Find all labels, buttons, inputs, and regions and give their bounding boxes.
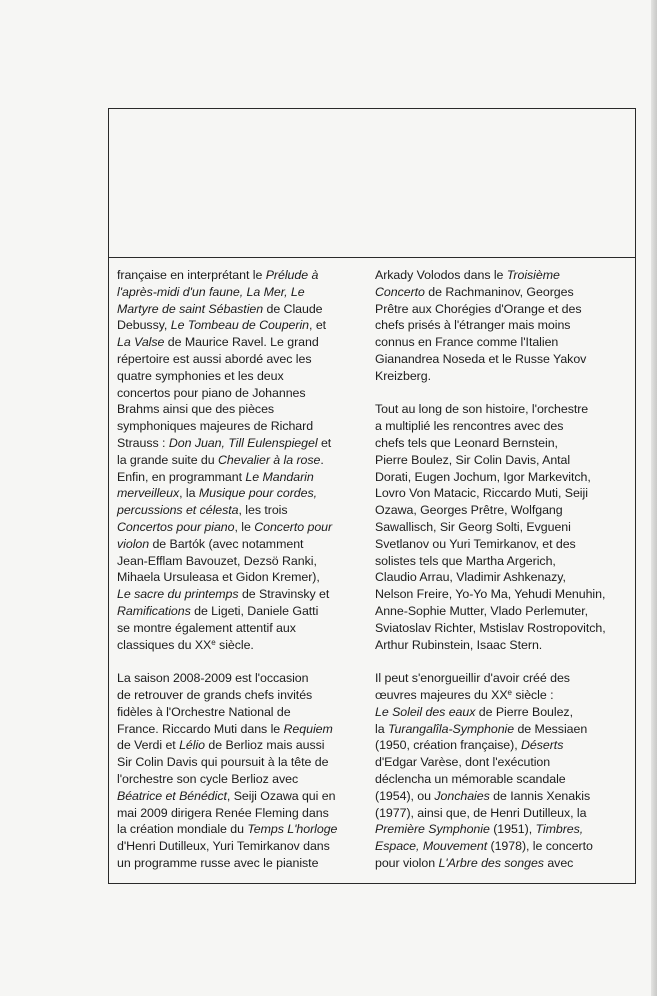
text-line — [117, 452, 361, 469]
text-run: de Iannis Xenakis — [489, 788, 591, 803]
text-run: de Pierre Boulez, — [475, 704, 573, 719]
text-line — [117, 704, 361, 721]
text-run: de Rachmaninov, Georges — [424, 284, 574, 299]
text-line — [117, 670, 361, 687]
text-line — [117, 519, 361, 536]
text-line — [375, 620, 629, 637]
italic-run: Le Mandarin — [245, 469, 314, 484]
text-run: l'orchestre son cycle Berlioz avec — [117, 771, 299, 786]
text-run: Sviatoslav Richter, Mstislav Rostropovitch, — [375, 620, 606, 635]
text-run: répertoire est aussi abordé avec les — [117, 351, 312, 366]
right-text-column — [375, 267, 629, 872]
text-line — [375, 721, 629, 738]
italic-run: Lélio — [179, 738, 206, 753]
text-line — [117, 855, 361, 872]
text-run: classiques du XX — [117, 637, 212, 652]
text-line — [375, 284, 629, 301]
text-run: de retrouver de grands chefs invités — [117, 687, 313, 702]
text-run: de Berlioz mais aussi — [205, 738, 325, 753]
text-run: de Bartók (avec notamment — [149, 536, 304, 551]
text-run: pour violon — [375, 855, 439, 870]
empty-header-box — [109, 109, 635, 258]
text-run: La saison 2008-2009 est l'occasion — [117, 671, 309, 686]
italic-run: Concerto pour — [254, 519, 333, 534]
text-line — [375, 301, 629, 318]
text-line — [117, 603, 361, 620]
text-line — [117, 805, 361, 822]
text-line — [375, 704, 629, 721]
text-line — [117, 317, 361, 334]
page-edge-shadow — [651, 0, 657, 996]
text-line — [117, 586, 361, 603]
text-run: la grande suite du — [117, 452, 219, 467]
text-run: siècle : — [511, 687, 554, 702]
italic-run: Le Soleil des eaux — [375, 704, 476, 719]
text-line — [117, 301, 361, 318]
text-frame — [108, 108, 636, 884]
italic-run: La Valse — [117, 335, 165, 350]
italic-run: l'après-midi d'un faune, La Mer, Le — [117, 284, 305, 299]
text-run: siècle. — [215, 637, 254, 652]
text-run: symphoniques majeures de Richard — [117, 419, 314, 434]
italic-run: Déserts — [521, 738, 564, 753]
text-line — [117, 754, 361, 771]
text-run: Strauss : — [117, 435, 169, 450]
text-line — [117, 469, 361, 486]
text-line — [117, 401, 361, 418]
italic-run: percussions et célesta — [117, 503, 239, 518]
text-line — [375, 670, 629, 687]
paragraph — [375, 401, 629, 653]
text-run: , la — [179, 486, 199, 501]
text-line — [117, 267, 361, 284]
text-line — [375, 788, 629, 805]
text-line — [117, 284, 361, 301]
text-run: Claudio Arrau, Vladimir Ashkenazy, — [375, 570, 566, 585]
text-run: concertos pour piano de Johannes — [117, 385, 306, 400]
text-run: Kreizberg. — [375, 368, 431, 383]
text-line — [375, 637, 629, 654]
text-run: Prêtre aux Chorégies d'Orange et des — [375, 301, 582, 316]
text-line — [375, 771, 629, 788]
text-line — [375, 737, 629, 754]
text-line — [117, 788, 361, 805]
italic-run: Turangalîla-Symphonie — [387, 721, 515, 736]
italic-run: Béatrice et Bénédict — [117, 788, 227, 803]
text-run: (1978), le concerto — [487, 839, 593, 854]
text-line — [117, 838, 361, 855]
italic-run: Ramifications — [117, 603, 191, 618]
text-run: Svetlanov ou Yuri Temirkanov, et des — [375, 536, 576, 551]
text-run: Sawallisch, Sir Georg Solti, Evgueni — [375, 519, 571, 534]
text-line — [117, 821, 361, 838]
text-run: chefs prisés à l'étranger mais moins — [375, 318, 571, 333]
superscript: e — [211, 637, 216, 647]
text-run: , le — [234, 519, 255, 534]
text-run: se montre également attentif aux — [117, 620, 296, 635]
text-line — [375, 553, 629, 570]
text-run: Mihaela Ursuleasa et Gidon Kremer), — [117, 570, 320, 585]
text-line — [117, 334, 361, 351]
text-run: de Stravinsky et — [238, 587, 330, 602]
text-line — [117, 771, 361, 788]
text-run: Lovro Von Matacic, Riccardo Muti, Seiji — [375, 486, 588, 501]
text-run: la création mondiale du — [117, 822, 248, 837]
text-run: de Messiaen — [514, 721, 588, 736]
text-run: Dorati, Eugen Jochum, Igor Markevitch, — [375, 469, 591, 484]
italic-run: Don Juan, Till Eulenspiegel — [168, 435, 318, 450]
text-run: mai 2009 dirigera Renée Fleming dans — [117, 805, 329, 820]
text-run: Brahms ainsi que des pièces — [117, 402, 275, 417]
text-run: chefs tels que Leonard Bernstein, — [375, 435, 558, 450]
text-line — [117, 418, 361, 435]
text-run: française en interprétant le — [117, 268, 266, 282]
italic-run: Requiem — [283, 721, 333, 736]
text-run: de Verdi et — [117, 738, 180, 753]
italic-run: Troisième — [506, 268, 560, 282]
italic-run: Concerto — [375, 284, 425, 299]
italic-run: Première Symphonie — [375, 822, 490, 837]
text-line — [375, 838, 629, 855]
text-run: un programme russe avec le pianiste — [117, 855, 319, 870]
text-run: de Maurice Ravel. Le grand — [164, 335, 319, 350]
italic-run: Concertos pour piano — [117, 519, 235, 534]
text-line — [117, 435, 361, 452]
text-line — [375, 603, 629, 620]
text-line — [375, 569, 629, 586]
text-line — [375, 368, 629, 385]
italic-run: Espace, Mouvement — [375, 839, 488, 854]
paragraph — [375, 267, 629, 385]
text-line — [117, 553, 361, 570]
text-line — [117, 721, 361, 738]
text-line — [375, 351, 629, 368]
text-run: (1951), — [489, 822, 536, 837]
text-run: Tout au long de son histoire, l'orchestre — [375, 402, 589, 417]
text-line — [375, 754, 629, 771]
italic-run: violon — [117, 536, 150, 551]
text-run: Arthur Rubinstein, Isaac Stern. — [375, 637, 543, 652]
text-run: connus en France comme l'Italien — [375, 335, 559, 350]
text-line — [117, 502, 361, 519]
text-run: d'Henri Dutilleux, Yuri Temirkanov dans — [117, 839, 330, 854]
text-run: Nelson Freire, Yo-Yo Ma, Yehudi Menuhin, — [375, 587, 606, 602]
text-run: a multiplié les rencontres avec des — [375, 419, 564, 434]
text-line — [117, 569, 361, 586]
text-line — [117, 687, 361, 704]
text-run: œuvres majeures du XX — [375, 687, 508, 702]
text-line — [375, 435, 629, 452]
text-line — [375, 401, 629, 418]
italic-run: L'Arbre des songes — [438, 855, 544, 870]
text-run: (1954), ou — [375, 788, 435, 803]
italic-run: Jonchaies — [434, 788, 490, 803]
left-text-column — [117, 267, 361, 872]
text-run: d'Edgar Varèse, dont l'exécution — [375, 755, 551, 770]
text-run: (1950, création française), — [375, 738, 521, 753]
text-run: Il peut s'enorgueillir d'avoir créé des — [375, 671, 570, 686]
text-line — [117, 385, 361, 402]
text-run: la — [375, 721, 388, 736]
text-line — [375, 334, 629, 351]
text-run: déclencha un mémorable scandale — [375, 771, 566, 786]
text-run: Enfin, en programmant — [117, 469, 246, 484]
text-run: Jean-Efflam Bavouzet, Dezsö Ranki, — [117, 553, 317, 568]
text-run: , et — [309, 318, 327, 333]
text-run: Anne-Sophie Mutter, Vlado Perlemuter, — [375, 603, 589, 618]
text-run: . — [320, 452, 324, 467]
text-run: Debussy, — [117, 318, 171, 333]
text-run: solistes tels que Martha Argerich, — [375, 553, 556, 568]
text-run: quatre symphonies et les deux — [117, 368, 284, 383]
text-line — [375, 805, 629, 822]
text-line — [117, 351, 361, 368]
text-run: et — [317, 435, 332, 450]
text-line — [375, 418, 629, 435]
text-line — [117, 737, 361, 754]
paragraph — [117, 670, 361, 872]
text-line — [375, 536, 629, 553]
text-run: Arkady Volodos dans le — [375, 268, 507, 282]
text-run: France. Riccardo Muti dans le — [117, 721, 284, 736]
text-line — [375, 267, 629, 284]
text-run: Sir Colin Davis qui poursuit à la tête de — [117, 755, 329, 770]
paragraph — [117, 267, 361, 653]
text-run: Ozawa, Georges Prêtre, Wolfgang — [375, 503, 563, 518]
text-line — [375, 485, 629, 502]
text-line — [117, 368, 361, 385]
italic-run: Le sacre du printemps — [117, 587, 239, 602]
italic-run: Timbres, — [535, 822, 584, 837]
text-line — [117, 637, 361, 654]
text-line — [375, 821, 629, 838]
superscript: e — [507, 687, 512, 697]
text-line — [375, 452, 629, 469]
italic-run: Chevalier à la rose — [218, 452, 321, 467]
italic-run: Martyre de saint Sébastien — [117, 301, 264, 316]
italic-run: Temps L'horloge — [247, 822, 338, 837]
paragraph — [375, 670, 629, 872]
text-line — [375, 855, 629, 872]
text-run: (1977), ainsi que, de Henri Dutilleux, la — [375, 805, 587, 820]
italic-run: merveilleux — [117, 486, 180, 501]
text-run: de Claude — [263, 301, 323, 316]
text-line — [117, 485, 361, 502]
italic-run: Le Tombeau de Couperin — [170, 318, 310, 333]
italic-run: Musique pour cordes, — [198, 486, 318, 501]
text-run: , Seiji Ozawa qui en — [226, 788, 336, 803]
text-run: , les trois — [238, 503, 288, 518]
text-line — [375, 519, 629, 536]
text-run: Gianandrea Noseda et le Russe Yakov — [375, 351, 587, 366]
text-run: avec — [543, 855, 574, 870]
text-line — [375, 502, 629, 519]
text-run: fidèles à l'Orchestre National de — [117, 704, 291, 719]
italic-run: Prélude à — [265, 268, 319, 282]
text-run: Pierre Boulez, Sir Colin Davis, Antal — [375, 452, 571, 467]
text-line — [375, 586, 629, 603]
text-line — [375, 469, 629, 486]
text-line — [375, 687, 629, 704]
text-line — [375, 317, 629, 334]
text-run: de Ligeti, Daniele Gatti — [190, 603, 319, 618]
text-line — [117, 620, 361, 637]
text-line — [117, 536, 361, 553]
